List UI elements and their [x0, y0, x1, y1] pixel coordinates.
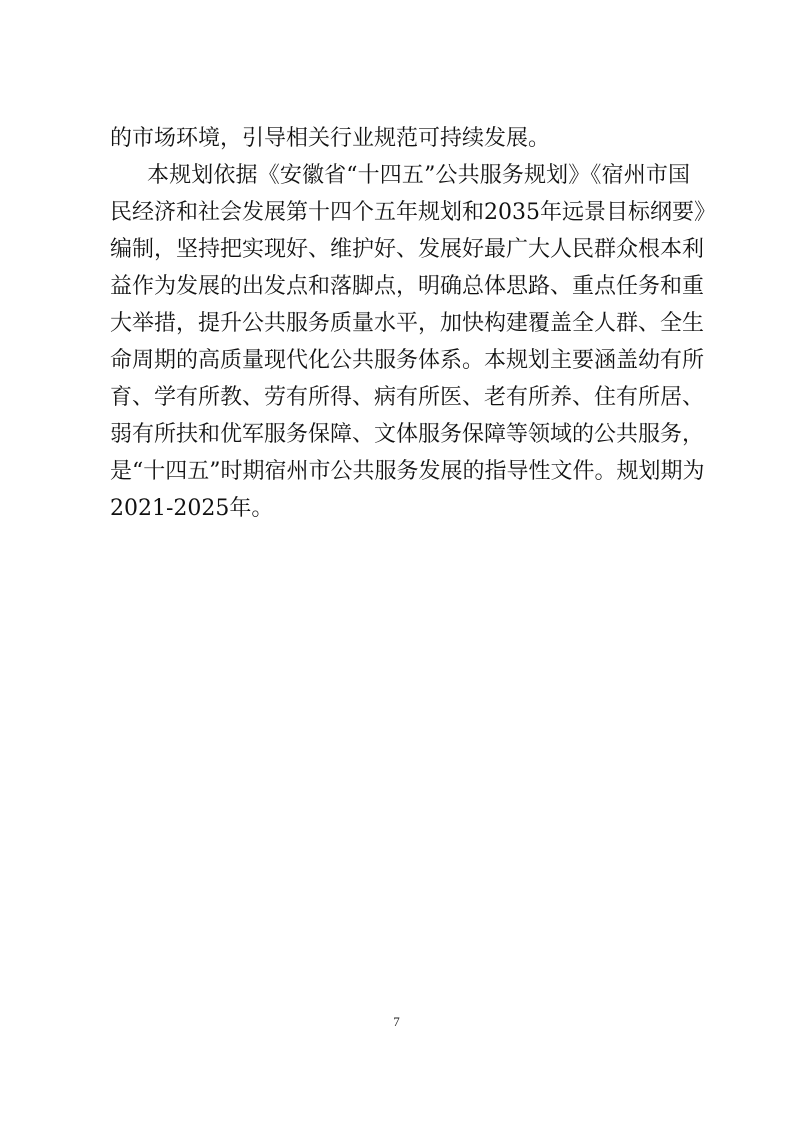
paragraph-2-line-8: 弱有所扶和优军服务保障、文体服务保障等领域的公共服务，: [110, 422, 705, 447]
paragraph-2-line-9: 是“十四五”时期宿州市公共服务发展的指导性文件。规划期为: [110, 459, 705, 484]
document-body: [110, 120, 716, 527]
paragraph-2-line-3: 编制，坚持把实现好、维护好、发展好最广大人民群众根本利: [110, 237, 705, 262]
paragraph-1-line-1: 的市场环境，引导相关行业规范可持续发展。: [110, 126, 551, 151]
paragraph-2-line-10: 2021-2025年。: [110, 496, 274, 521]
paragraph-2-line-1: 本规划依据《安徽省“十四五”公共服务规划》《宿州市国: [147, 163, 690, 188]
paragraph-2-line-2: 民经济和社会发展第十四个五年规划和2035年远景目标纲要》: [110, 200, 716, 225]
page-number: 7: [393, 1014, 400, 1029]
paragraph-2-line-7: 育、学有所教、劳有所得、病有所医、老有所养、住有所居、: [110, 385, 705, 410]
paragraph-2-line-4: 益作为发展的出发点和落脚点，明确总体思路、重点任务和重: [110, 274, 705, 299]
paragraph-2-line-6: 命周期的高质量现代化公共服务体系。本规划主要涵盖幼有所: [110, 348, 705, 373]
paragraph-2-line-5: 大举措，提升公共服务质量水平，加快构建覆盖全人群、全生: [110, 311, 705, 336]
